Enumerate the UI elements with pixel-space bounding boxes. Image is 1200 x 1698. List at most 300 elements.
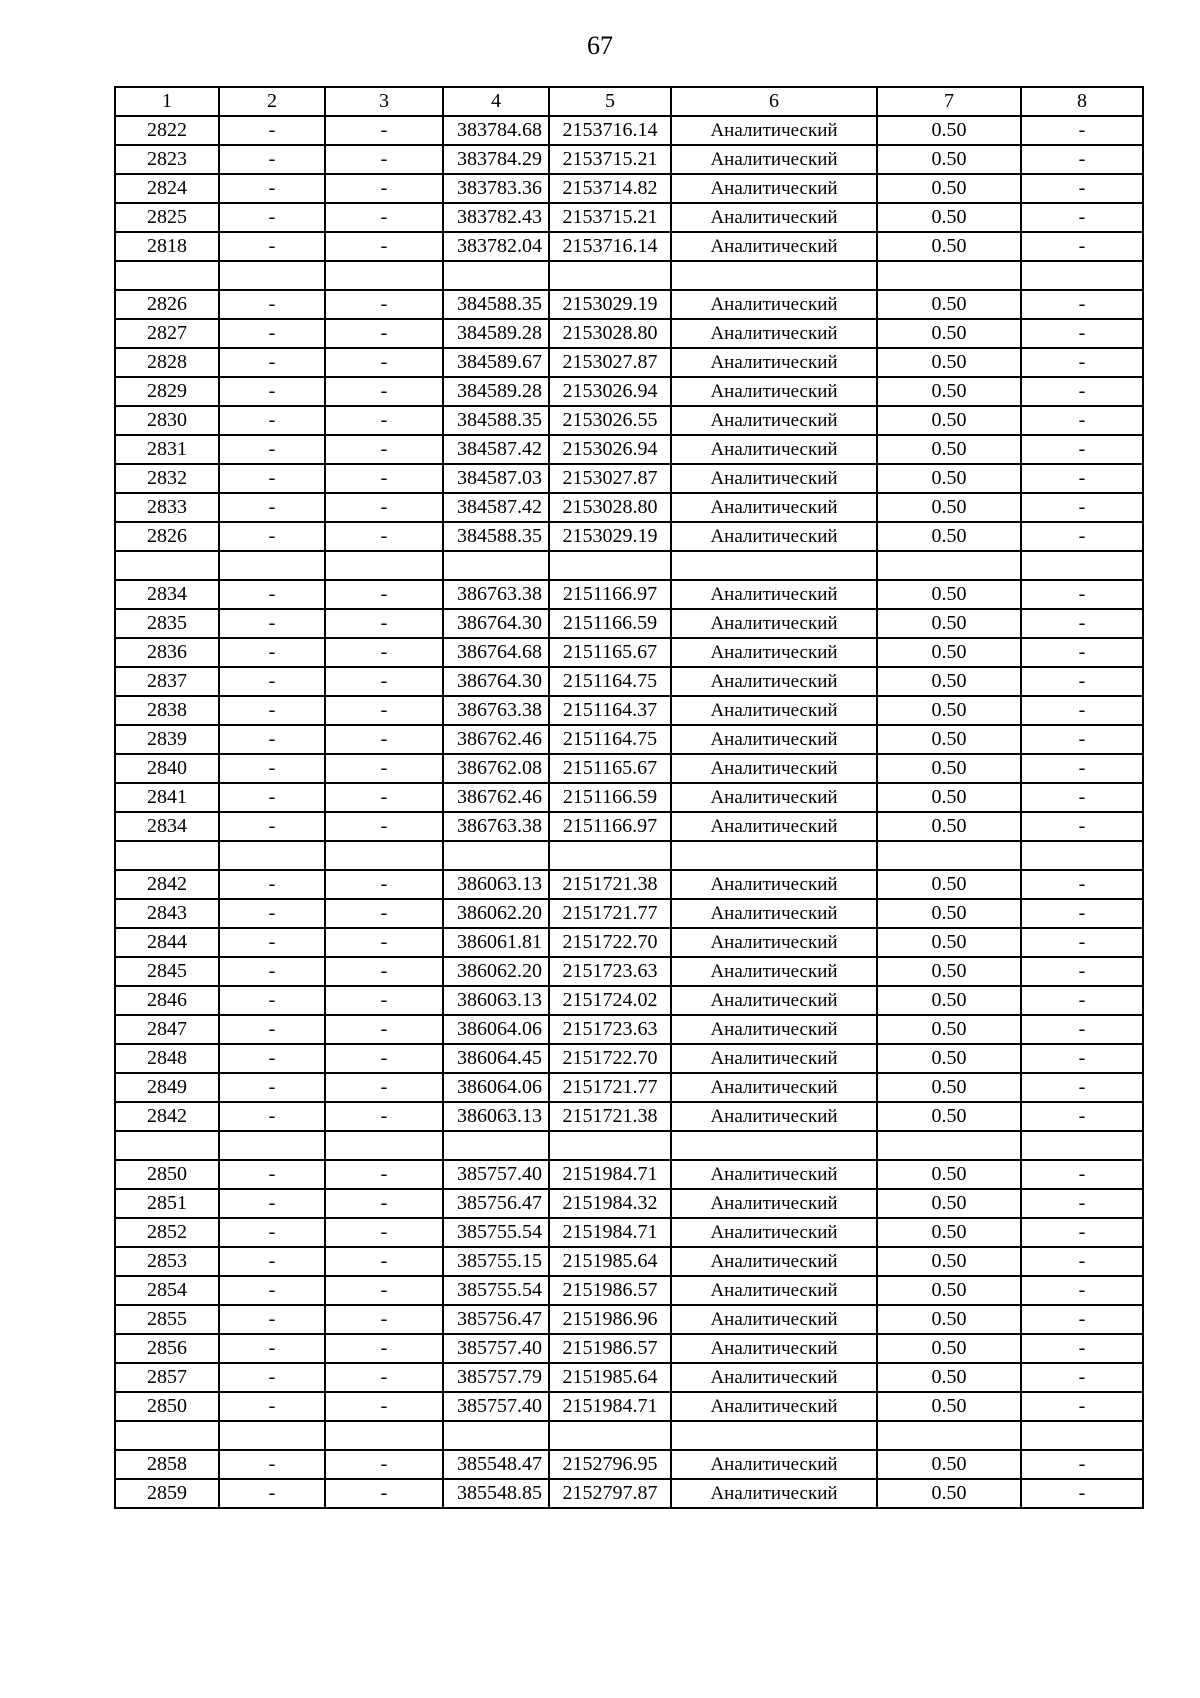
table-row xyxy=(115,203,1143,232)
point-number-cell: 2830 xyxy=(115,406,219,435)
table-row xyxy=(115,174,1143,203)
y-coordinate-cell: 2151986.96 xyxy=(549,1305,671,1334)
x-coordinate-cell: 384588.35 xyxy=(443,290,549,319)
y-coordinate-cell: 2152797.87 xyxy=(549,1479,671,1508)
col2-cell: - xyxy=(219,1450,325,1479)
page-number: 67 xyxy=(587,31,613,60)
col8-cell: - xyxy=(1021,348,1143,377)
method-cell: Аналитический xyxy=(671,1305,877,1334)
table-row xyxy=(115,1450,1143,1479)
y-coordinate-cell: 2153026.94 xyxy=(549,377,671,406)
col3-cell: - xyxy=(325,1450,443,1479)
table-row xyxy=(115,1276,1143,1305)
col8-cell: - xyxy=(1021,580,1143,609)
col3-cell: - xyxy=(325,609,443,638)
point-number-cell: 2835 xyxy=(115,609,219,638)
col2-cell: - xyxy=(219,754,325,783)
col2-cell: - xyxy=(219,464,325,493)
accuracy-cell: 0.50 xyxy=(877,406,1021,435)
point-number-cell: 2843 xyxy=(115,899,219,928)
y-coordinate-cell xyxy=(549,841,671,870)
x-coordinate-cell: 385757.40 xyxy=(443,1334,549,1363)
accuracy-cell xyxy=(877,1131,1021,1160)
point-number-cell: 2826 xyxy=(115,290,219,319)
point-number-cell: 2854 xyxy=(115,1276,219,1305)
y-coordinate-cell: 2151721.38 xyxy=(549,870,671,899)
x-coordinate-cell: 385757.40 xyxy=(443,1160,549,1189)
x-coordinate-cell: 386762.46 xyxy=(443,725,549,754)
col2-cell: - xyxy=(219,928,325,957)
col3-cell: - xyxy=(325,1015,443,1044)
accuracy-cell: 0.50 xyxy=(877,1218,1021,1247)
accuracy-cell: 0.50 xyxy=(877,957,1021,986)
y-coordinate-cell: 2153028.80 xyxy=(549,319,671,348)
accuracy-cell: 0.50 xyxy=(877,1450,1021,1479)
col8-cell xyxy=(1021,1421,1143,1450)
col8-cell: - xyxy=(1021,1044,1143,1073)
point-number-cell: 2849 xyxy=(115,1073,219,1102)
method-cell: Аналитический xyxy=(671,957,877,986)
col3-cell: - xyxy=(325,667,443,696)
accuracy-cell: 0.50 xyxy=(877,1015,1021,1044)
y-coordinate-cell: 2151165.67 xyxy=(549,638,671,667)
accuracy-cell: 0.50 xyxy=(877,1073,1021,1102)
col3-cell: - xyxy=(325,899,443,928)
col8-cell: - xyxy=(1021,145,1143,174)
method-cell: Аналитический xyxy=(671,319,877,348)
accuracy-cell: 0.50 xyxy=(877,609,1021,638)
col2-cell xyxy=(219,261,325,290)
method-cell: Аналитический xyxy=(671,1247,877,1276)
col3-cell xyxy=(325,1131,443,1160)
col2-cell: - xyxy=(219,1334,325,1363)
table-row xyxy=(115,406,1143,435)
table-row xyxy=(115,1044,1143,1073)
x-coordinate-cell: 386063.13 xyxy=(443,870,549,899)
col3-cell: - xyxy=(325,1334,443,1363)
method-cell: Аналитический xyxy=(671,290,877,319)
col8-cell: - xyxy=(1021,638,1143,667)
col2-cell: - xyxy=(219,116,325,145)
col8-cell: - xyxy=(1021,435,1143,464)
column-header: 1 xyxy=(115,87,219,116)
method-cell: Аналитический xyxy=(671,174,877,203)
col8-cell: - xyxy=(1021,725,1143,754)
point-number-cell: 2857 xyxy=(115,1363,219,1392)
table-row xyxy=(115,493,1143,522)
col2-cell: - xyxy=(219,319,325,348)
y-coordinate-cell: 2151723.63 xyxy=(549,1015,671,1044)
col8-cell: - xyxy=(1021,1015,1143,1044)
accuracy-cell: 0.50 xyxy=(877,464,1021,493)
col2-cell: - xyxy=(219,638,325,667)
y-coordinate-cell: 2151986.57 xyxy=(549,1334,671,1363)
y-coordinate-cell: 2151721.77 xyxy=(549,899,671,928)
y-coordinate-cell: 2151722.70 xyxy=(549,928,671,957)
x-coordinate-cell: 384587.03 xyxy=(443,464,549,493)
col8-cell: - xyxy=(1021,1189,1143,1218)
x-coordinate-cell: 386064.06 xyxy=(443,1073,549,1102)
method-cell xyxy=(671,551,877,580)
col8-cell: - xyxy=(1021,232,1143,261)
table-row xyxy=(115,1363,1143,1392)
point-number-cell xyxy=(115,1131,219,1160)
col8-cell: - xyxy=(1021,406,1143,435)
method-cell: Аналитический xyxy=(671,1044,877,1073)
col3-cell: - xyxy=(325,725,443,754)
x-coordinate-cell: 386063.13 xyxy=(443,1102,549,1131)
point-number-cell: 2851 xyxy=(115,1189,219,1218)
point-number-cell: 2838 xyxy=(115,696,219,725)
accuracy-cell: 0.50 xyxy=(877,1189,1021,1218)
method-cell: Аналитический xyxy=(671,203,877,232)
col3-cell: - xyxy=(325,116,443,145)
col8-cell: - xyxy=(1021,377,1143,406)
accuracy-cell: 0.50 xyxy=(877,522,1021,551)
col8-cell: - xyxy=(1021,870,1143,899)
method-cell: Аналитический xyxy=(671,522,877,551)
y-coordinate-cell: 2151166.97 xyxy=(549,580,671,609)
point-number-cell xyxy=(115,1421,219,1450)
accuracy-cell: 0.50 xyxy=(877,986,1021,1015)
method-cell: Аналитический xyxy=(671,667,877,696)
col2-cell: - xyxy=(219,145,325,174)
point-number-cell: 2834 xyxy=(115,812,219,841)
point-number-cell: 2844 xyxy=(115,928,219,957)
x-coordinate-cell: 383784.68 xyxy=(443,116,549,145)
point-number-cell: 2845 xyxy=(115,957,219,986)
table-row xyxy=(115,812,1143,841)
accuracy-cell: 0.50 xyxy=(877,667,1021,696)
y-coordinate-cell: 2151724.02 xyxy=(549,986,671,1015)
column-header: 2 xyxy=(219,87,325,116)
method-cell: Аналитический xyxy=(671,1073,877,1102)
column-header: 8 xyxy=(1021,87,1143,116)
accuracy-cell: 0.50 xyxy=(877,319,1021,348)
y-coordinate-cell: 2151984.71 xyxy=(549,1392,671,1421)
y-coordinate-cell xyxy=(549,551,671,580)
col3-cell: - xyxy=(325,754,443,783)
y-coordinate-cell xyxy=(549,261,671,290)
point-number-cell: 2852 xyxy=(115,1218,219,1247)
point-number-cell: 2836 xyxy=(115,638,219,667)
col3-cell xyxy=(325,551,443,580)
col2-cell: - xyxy=(219,1247,325,1276)
col3-cell: - xyxy=(325,1189,443,1218)
y-coordinate-cell: 2151984.71 xyxy=(549,1160,671,1189)
method-cell: Аналитический xyxy=(671,986,877,1015)
x-coordinate-cell: 385756.47 xyxy=(443,1189,549,1218)
col8-cell: - xyxy=(1021,667,1143,696)
col8-cell: - xyxy=(1021,986,1143,1015)
col3-cell: - xyxy=(325,986,443,1015)
y-coordinate-cell: 2151984.71 xyxy=(549,1218,671,1247)
col2-cell: - xyxy=(219,1189,325,1218)
accuracy-cell: 0.50 xyxy=(877,145,1021,174)
accuracy-cell xyxy=(877,1421,1021,1450)
y-coordinate-cell: 2153714.82 xyxy=(549,174,671,203)
col3-cell: - xyxy=(325,406,443,435)
separator-row xyxy=(115,1131,1143,1160)
col2-cell: - xyxy=(219,522,325,551)
col8-cell: - xyxy=(1021,290,1143,319)
col2-cell: - xyxy=(219,1073,325,1102)
col3-cell: - xyxy=(325,1102,443,1131)
accuracy-cell: 0.50 xyxy=(877,1305,1021,1334)
method-cell: Аналитический xyxy=(671,232,877,261)
col8-cell: - xyxy=(1021,609,1143,638)
accuracy-cell: 0.50 xyxy=(877,1479,1021,1508)
method-cell: Аналитический xyxy=(671,435,877,464)
col8-cell: - xyxy=(1021,812,1143,841)
col8-cell: - xyxy=(1021,754,1143,783)
col3-cell: - xyxy=(325,435,443,464)
col2-cell: - xyxy=(219,377,325,406)
col3-cell: - xyxy=(325,232,443,261)
col2-cell: - xyxy=(219,435,325,464)
y-coordinate-cell: 2151985.64 xyxy=(549,1363,671,1392)
col2-cell: - xyxy=(219,899,325,928)
accuracy-cell: 0.50 xyxy=(877,174,1021,203)
x-coordinate-cell: 386764.30 xyxy=(443,667,549,696)
col2-cell: - xyxy=(219,493,325,522)
point-number-cell: 2826 xyxy=(115,522,219,551)
table-row xyxy=(115,667,1143,696)
table-row xyxy=(115,725,1143,754)
col8-cell: - xyxy=(1021,1102,1143,1131)
col3-cell: - xyxy=(325,290,443,319)
method-cell: Аналитический xyxy=(671,493,877,522)
method-cell: Аналитический xyxy=(671,1363,877,1392)
accuracy-cell: 0.50 xyxy=(877,812,1021,841)
col2-cell: - xyxy=(219,1305,325,1334)
col3-cell: - xyxy=(325,1479,443,1508)
y-coordinate-cell: 2153027.87 xyxy=(549,348,671,377)
accuracy-cell: 0.50 xyxy=(877,1363,1021,1392)
table-row xyxy=(115,638,1143,667)
point-number-cell: 2856 xyxy=(115,1334,219,1363)
y-coordinate-cell: 2153716.14 xyxy=(549,232,671,261)
col2-cell: - xyxy=(219,870,325,899)
col3-cell xyxy=(325,1421,443,1450)
y-coordinate-cell: 2153028.80 xyxy=(549,493,671,522)
table-row xyxy=(115,290,1143,319)
point-number-cell: 2842 xyxy=(115,870,219,899)
col3-cell: - xyxy=(325,696,443,725)
x-coordinate-cell: 385755.15 xyxy=(443,1247,549,1276)
table-row xyxy=(115,435,1143,464)
x-coordinate-cell: 384587.42 xyxy=(443,435,549,464)
accuracy-cell xyxy=(877,841,1021,870)
y-coordinate-cell xyxy=(549,1421,671,1450)
col2-cell: - xyxy=(219,290,325,319)
x-coordinate-cell xyxy=(443,1421,549,1450)
table-row xyxy=(115,1073,1143,1102)
point-number-cell: 2829 xyxy=(115,377,219,406)
y-coordinate-cell: 2151164.75 xyxy=(549,725,671,754)
col3-cell: - xyxy=(325,145,443,174)
col2-cell: - xyxy=(219,609,325,638)
col3-cell: - xyxy=(325,638,443,667)
method-cell: Аналитический xyxy=(671,116,877,145)
point-number-cell: 2846 xyxy=(115,986,219,1015)
y-coordinate-cell: 2151984.32 xyxy=(549,1189,671,1218)
y-coordinate-cell: 2151165.67 xyxy=(549,754,671,783)
col8-cell: - xyxy=(1021,696,1143,725)
table-row xyxy=(115,1305,1143,1334)
col2-cell xyxy=(219,551,325,580)
accuracy-cell: 0.50 xyxy=(877,232,1021,261)
separator-row xyxy=(115,1421,1143,1450)
method-cell: Аналитический xyxy=(671,1392,877,1421)
col8-cell: - xyxy=(1021,1247,1143,1276)
table-row xyxy=(115,986,1143,1015)
col3-cell: - xyxy=(325,1218,443,1247)
col8-cell: - xyxy=(1021,928,1143,957)
method-cell: Аналитический xyxy=(671,348,877,377)
col2-cell xyxy=(219,841,325,870)
y-coordinate-cell: 2153026.94 xyxy=(549,435,671,464)
x-coordinate-cell: 383782.43 xyxy=(443,203,549,232)
accuracy-cell: 0.50 xyxy=(877,725,1021,754)
accuracy-cell: 0.50 xyxy=(877,1044,1021,1073)
accuracy-cell: 0.50 xyxy=(877,783,1021,812)
point-number-cell: 2837 xyxy=(115,667,219,696)
col2-cell: - xyxy=(219,725,325,754)
col2-cell: - xyxy=(219,696,325,725)
table-row xyxy=(115,609,1143,638)
point-number-cell: 2848 xyxy=(115,1044,219,1073)
method-cell xyxy=(671,841,877,870)
point-number-cell: 2834 xyxy=(115,580,219,609)
point-number-cell xyxy=(115,841,219,870)
col3-cell: - xyxy=(325,1276,443,1305)
col2-cell: - xyxy=(219,957,325,986)
col2-cell: - xyxy=(219,1479,325,1508)
accuracy-cell: 0.50 xyxy=(877,580,1021,609)
table-row xyxy=(115,1015,1143,1044)
accuracy-cell: 0.50 xyxy=(877,754,1021,783)
method-cell: Аналитический xyxy=(671,464,877,493)
x-coordinate-cell: 385755.54 xyxy=(443,1218,549,1247)
x-coordinate-cell: 386061.81 xyxy=(443,928,549,957)
y-coordinate-cell: 2151986.57 xyxy=(549,1276,671,1305)
col3-cell: - xyxy=(325,870,443,899)
method-cell: Аналитический xyxy=(671,1334,877,1363)
method-cell: Аналитический xyxy=(671,406,877,435)
accuracy-cell xyxy=(877,551,1021,580)
col8-cell: - xyxy=(1021,493,1143,522)
table-row xyxy=(115,464,1143,493)
col8-cell: - xyxy=(1021,1160,1143,1189)
col3-cell: - xyxy=(325,1073,443,1102)
separator-row xyxy=(115,261,1143,290)
table-row xyxy=(115,1218,1143,1247)
point-number-cell: 2839 xyxy=(115,725,219,754)
table-row xyxy=(115,145,1143,174)
separator-row xyxy=(115,841,1143,870)
method-cell xyxy=(671,1131,877,1160)
col3-cell: - xyxy=(325,812,443,841)
x-coordinate-cell: 385757.40 xyxy=(443,1392,549,1421)
accuracy-cell: 0.50 xyxy=(877,493,1021,522)
col8-cell xyxy=(1021,1131,1143,1160)
x-coordinate-cell: 383784.29 xyxy=(443,145,549,174)
col2-cell: - xyxy=(219,783,325,812)
y-coordinate-cell: 2153029.19 xyxy=(549,290,671,319)
method-cell: Аналитический xyxy=(671,1189,877,1218)
point-number-cell: 2858 xyxy=(115,1450,219,1479)
table-row xyxy=(115,319,1143,348)
col3-cell: - xyxy=(325,1160,443,1189)
col8-cell: - xyxy=(1021,1218,1143,1247)
y-coordinate-cell: 2153029.19 xyxy=(549,522,671,551)
table-row xyxy=(115,754,1143,783)
accuracy-cell: 0.50 xyxy=(877,1160,1021,1189)
point-number-cell xyxy=(115,551,219,580)
x-coordinate-cell xyxy=(443,261,549,290)
col8-cell xyxy=(1021,841,1143,870)
table-row xyxy=(115,870,1143,899)
col3-cell: - xyxy=(325,1044,443,1073)
col2-cell: - xyxy=(219,1160,325,1189)
x-coordinate-cell: 386763.38 xyxy=(443,812,549,841)
col3-cell: - xyxy=(325,1247,443,1276)
y-coordinate-cell: 2153716.14 xyxy=(549,116,671,145)
col2-cell: - xyxy=(219,812,325,841)
col3-cell: - xyxy=(325,957,443,986)
x-coordinate-cell: 386064.45 xyxy=(443,1044,549,1073)
table-row xyxy=(115,1334,1143,1363)
col8-cell xyxy=(1021,261,1143,290)
col3-cell: - xyxy=(325,1305,443,1334)
y-coordinate-cell: 2152796.95 xyxy=(549,1450,671,1479)
col2-cell: - xyxy=(219,1218,325,1247)
point-number-cell: 2832 xyxy=(115,464,219,493)
y-coordinate-cell: 2151985.64 xyxy=(549,1247,671,1276)
x-coordinate-cell: 383782.04 xyxy=(443,232,549,261)
point-number-cell: 2823 xyxy=(115,145,219,174)
accuracy-cell: 0.50 xyxy=(877,290,1021,319)
col8-cell: - xyxy=(1021,899,1143,928)
accuracy-cell: 0.50 xyxy=(877,1334,1021,1363)
accuracy-cell: 0.50 xyxy=(877,116,1021,145)
method-cell: Аналитический xyxy=(671,609,877,638)
col2-cell: - xyxy=(219,174,325,203)
column-header: 5 xyxy=(549,87,671,116)
x-coordinate-cell: 385548.47 xyxy=(443,1450,549,1479)
col8-cell: - xyxy=(1021,116,1143,145)
coordinates-table xyxy=(114,86,1144,1509)
point-number-cell: 2853 xyxy=(115,1247,219,1276)
col8-cell: - xyxy=(1021,1334,1143,1363)
x-coordinate-cell: 386762.08 xyxy=(443,754,549,783)
point-number-cell: 2825 xyxy=(115,203,219,232)
method-cell: Аналитический xyxy=(671,580,877,609)
x-coordinate-cell: 385548.85 xyxy=(443,1479,549,1508)
col8-cell: - xyxy=(1021,174,1143,203)
y-coordinate-cell xyxy=(549,1131,671,1160)
x-coordinate-cell: 385757.79 xyxy=(443,1363,549,1392)
col3-cell: - xyxy=(325,203,443,232)
point-number-cell: 2827 xyxy=(115,319,219,348)
point-number-cell: 2850 xyxy=(115,1160,219,1189)
point-number-cell: 2859 xyxy=(115,1479,219,1508)
x-coordinate-cell xyxy=(443,1131,549,1160)
col3-cell: - xyxy=(325,348,443,377)
col8-cell: - xyxy=(1021,1305,1143,1334)
method-cell: Аналитический xyxy=(671,1160,877,1189)
